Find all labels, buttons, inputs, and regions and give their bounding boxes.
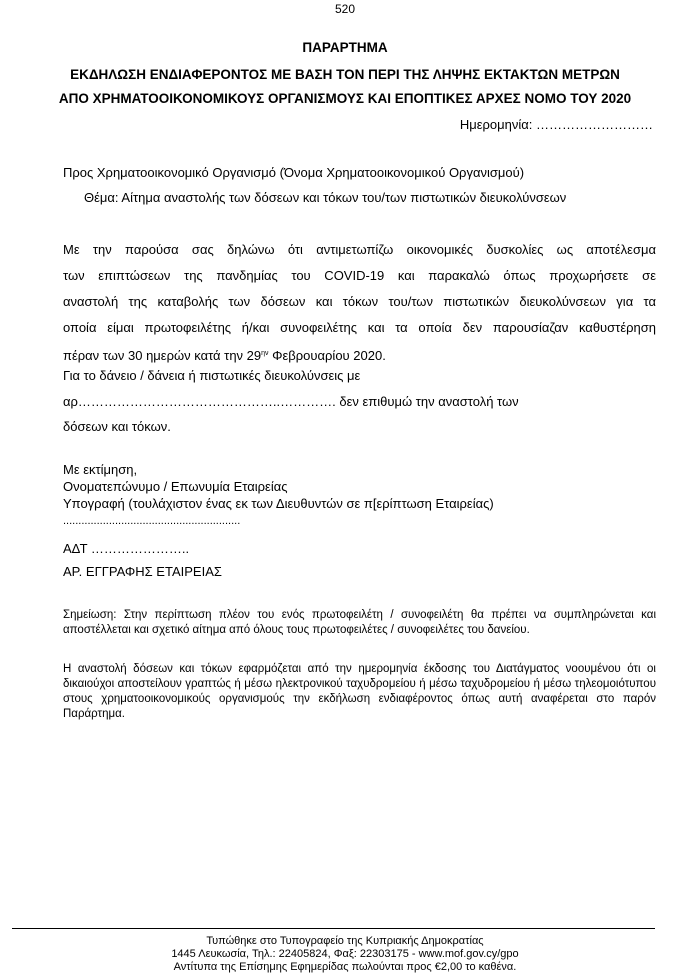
- signature-dotted-line: ..........................................................: [63, 515, 241, 527]
- date-line: Ημερομηνία: ………………………: [459, 117, 653, 132]
- footer-contact-line: 1445 Λευκωσία, Τηλ.: 22405824, Φαξ: 22303175 - www.mof.gov.cy/gpo: [171, 948, 519, 960]
- closing-regards: Με εκτίμηση,: [63, 462, 138, 477]
- heading-line-3: ΑΠΟ ΧΡΗΜΑΤΟΟΙΚΟΝΟΜΙΚΟΥΣ ΟΡΓΑΝΙΣΜΟΥΣ ΚΑΙ ΕΠΟΠΤΙΚΕΣ ΑΡΧΕΣ ΝΟΜΟ ΤΟΥ 2020: [58, 91, 632, 106]
- subject-line: Θέμα: Αίτημα αναστολής των δόσεων και τόκων του/των πιστωτικών διευκολύνσεων: [84, 190, 567, 205]
- request-line-4: οποία είμαι πρωτοφειλέτης ή/και συνοφειλέτης και τα οποία δεν παρουσίαζαν καθυστέρηση: [63, 320, 656, 335]
- loan-number-line: αρ………………………………………..…………. δεν επιθυμώ την αναστολή των: [63, 394, 519, 409]
- ordinal-superscript: ην: [261, 350, 269, 357]
- request-line-3: αναστολή της καταβολής των δόσεων και τόκων του/των πιστωτικών διευκολύνσεων για τα: [63, 294, 656, 309]
- request-line-5-text: πέραν των 30 ημερών κατά την 29: [63, 348, 262, 363]
- request-paragraph: [63, 237, 656, 369]
- heading-line-2: ΕΚΔΗΛΩΣΗ ΕΝΔΙΑΦΕΡΟΝΤΟΣ ΜΕ ΒΑΣΗ ΤΟΝ ΠΕΡΙ ΤΗΣ ΛΗΨΗΣ ΕΚΤΑΚΤΩΝ ΜΕΤΡΩΝ: [70, 67, 620, 82]
- signature-label: Υπογραφή (τουλάχιστον ένας εκ των Διευθυντών σε π[ερίπτωση Εταιρείας): [63, 496, 494, 511]
- installments-line: δόσεων και τόκων.: [63, 419, 171, 434]
- footer-divider: [12, 928, 655, 929]
- request-line-1: Με την παρούσα σας δηλώνω ότι αντιμετωπίζω οικονομικές δυσκολίες ως αποτέλεσμα: [63, 242, 656, 257]
- id-card-line: ΑΔΤ …………………..: [63, 541, 190, 556]
- note-paragraph-2: Η αναστολή δόσεων και τόκων εφαρμόζεται από την ημερομηνία έκδοσης του Διατάγματος νοουμένου ότι οι δικαιούχοι αποστείλουν γραπτώς ή μέσω ηλεκτρονικού ταχυδρομείου ή μέσω ταχυδρομείου ή μέσω τηλεομοιότυπου στους χρηματοοικονομικούς οργανισμούς την εκδήλωση ενδιαφέροντος όπως αυτή αναφέρεται στο παρόν Παράρτημα.: [63, 663, 656, 720]
- page-number: 520: [334, 2, 356, 16]
- note-paragraph-1: Σημείωση: Στην περίπτωση πλέον του ενός πρωτοφειλέτη / συνοφειλέτη θα πρέπει να συμπληρώνεται και αποστέλλεται και σχετικό αίτημα από όλους τους πρωτοφειλέτες / συνοφειλέτες του δανείου.: [63, 609, 656, 636]
- request-line-5: [63, 341, 656, 369]
- company-registration-line: ΑΡ. ΕΓΓΡΑΦΗΣ ΕΤΑΙΡΕΙΑΣ: [63, 564, 222, 579]
- name-label: Ονοματεπώνυμο / Επωνυμία Εταιρείας: [63, 479, 288, 494]
- recipient-line: Προς Χρηματοοικονομικό Οργανισμό (Όνομα Χρηματοοικονομικού Οργανισμού): [63, 165, 525, 180]
- request-line-5-date: Φεβρουαρίου 2020.: [268, 348, 386, 363]
- request-line-2: των επιπτώσεων της πανδημίας του COVID-19 και παρακαλώ όπως προχωρήσετε σε: [63, 268, 656, 283]
- footer-printer-line: Τυπώθηκε στο Τυπογραφείο της Κυπριακής Δημοκρατίας: [206, 935, 484, 947]
- footer-price-line: Αντίτυπα της Επίσημης Εφημερίδας πωλούνται προς €2,00 το καθένα.: [173, 961, 517, 973]
- annex-title: ΠΑΡΑΡΤΗΜΑ: [302, 40, 388, 55]
- loan-line: Για το δάνειο / δάνεια ή πιστωτικές διευκολύνσεις με: [63, 368, 361, 383]
